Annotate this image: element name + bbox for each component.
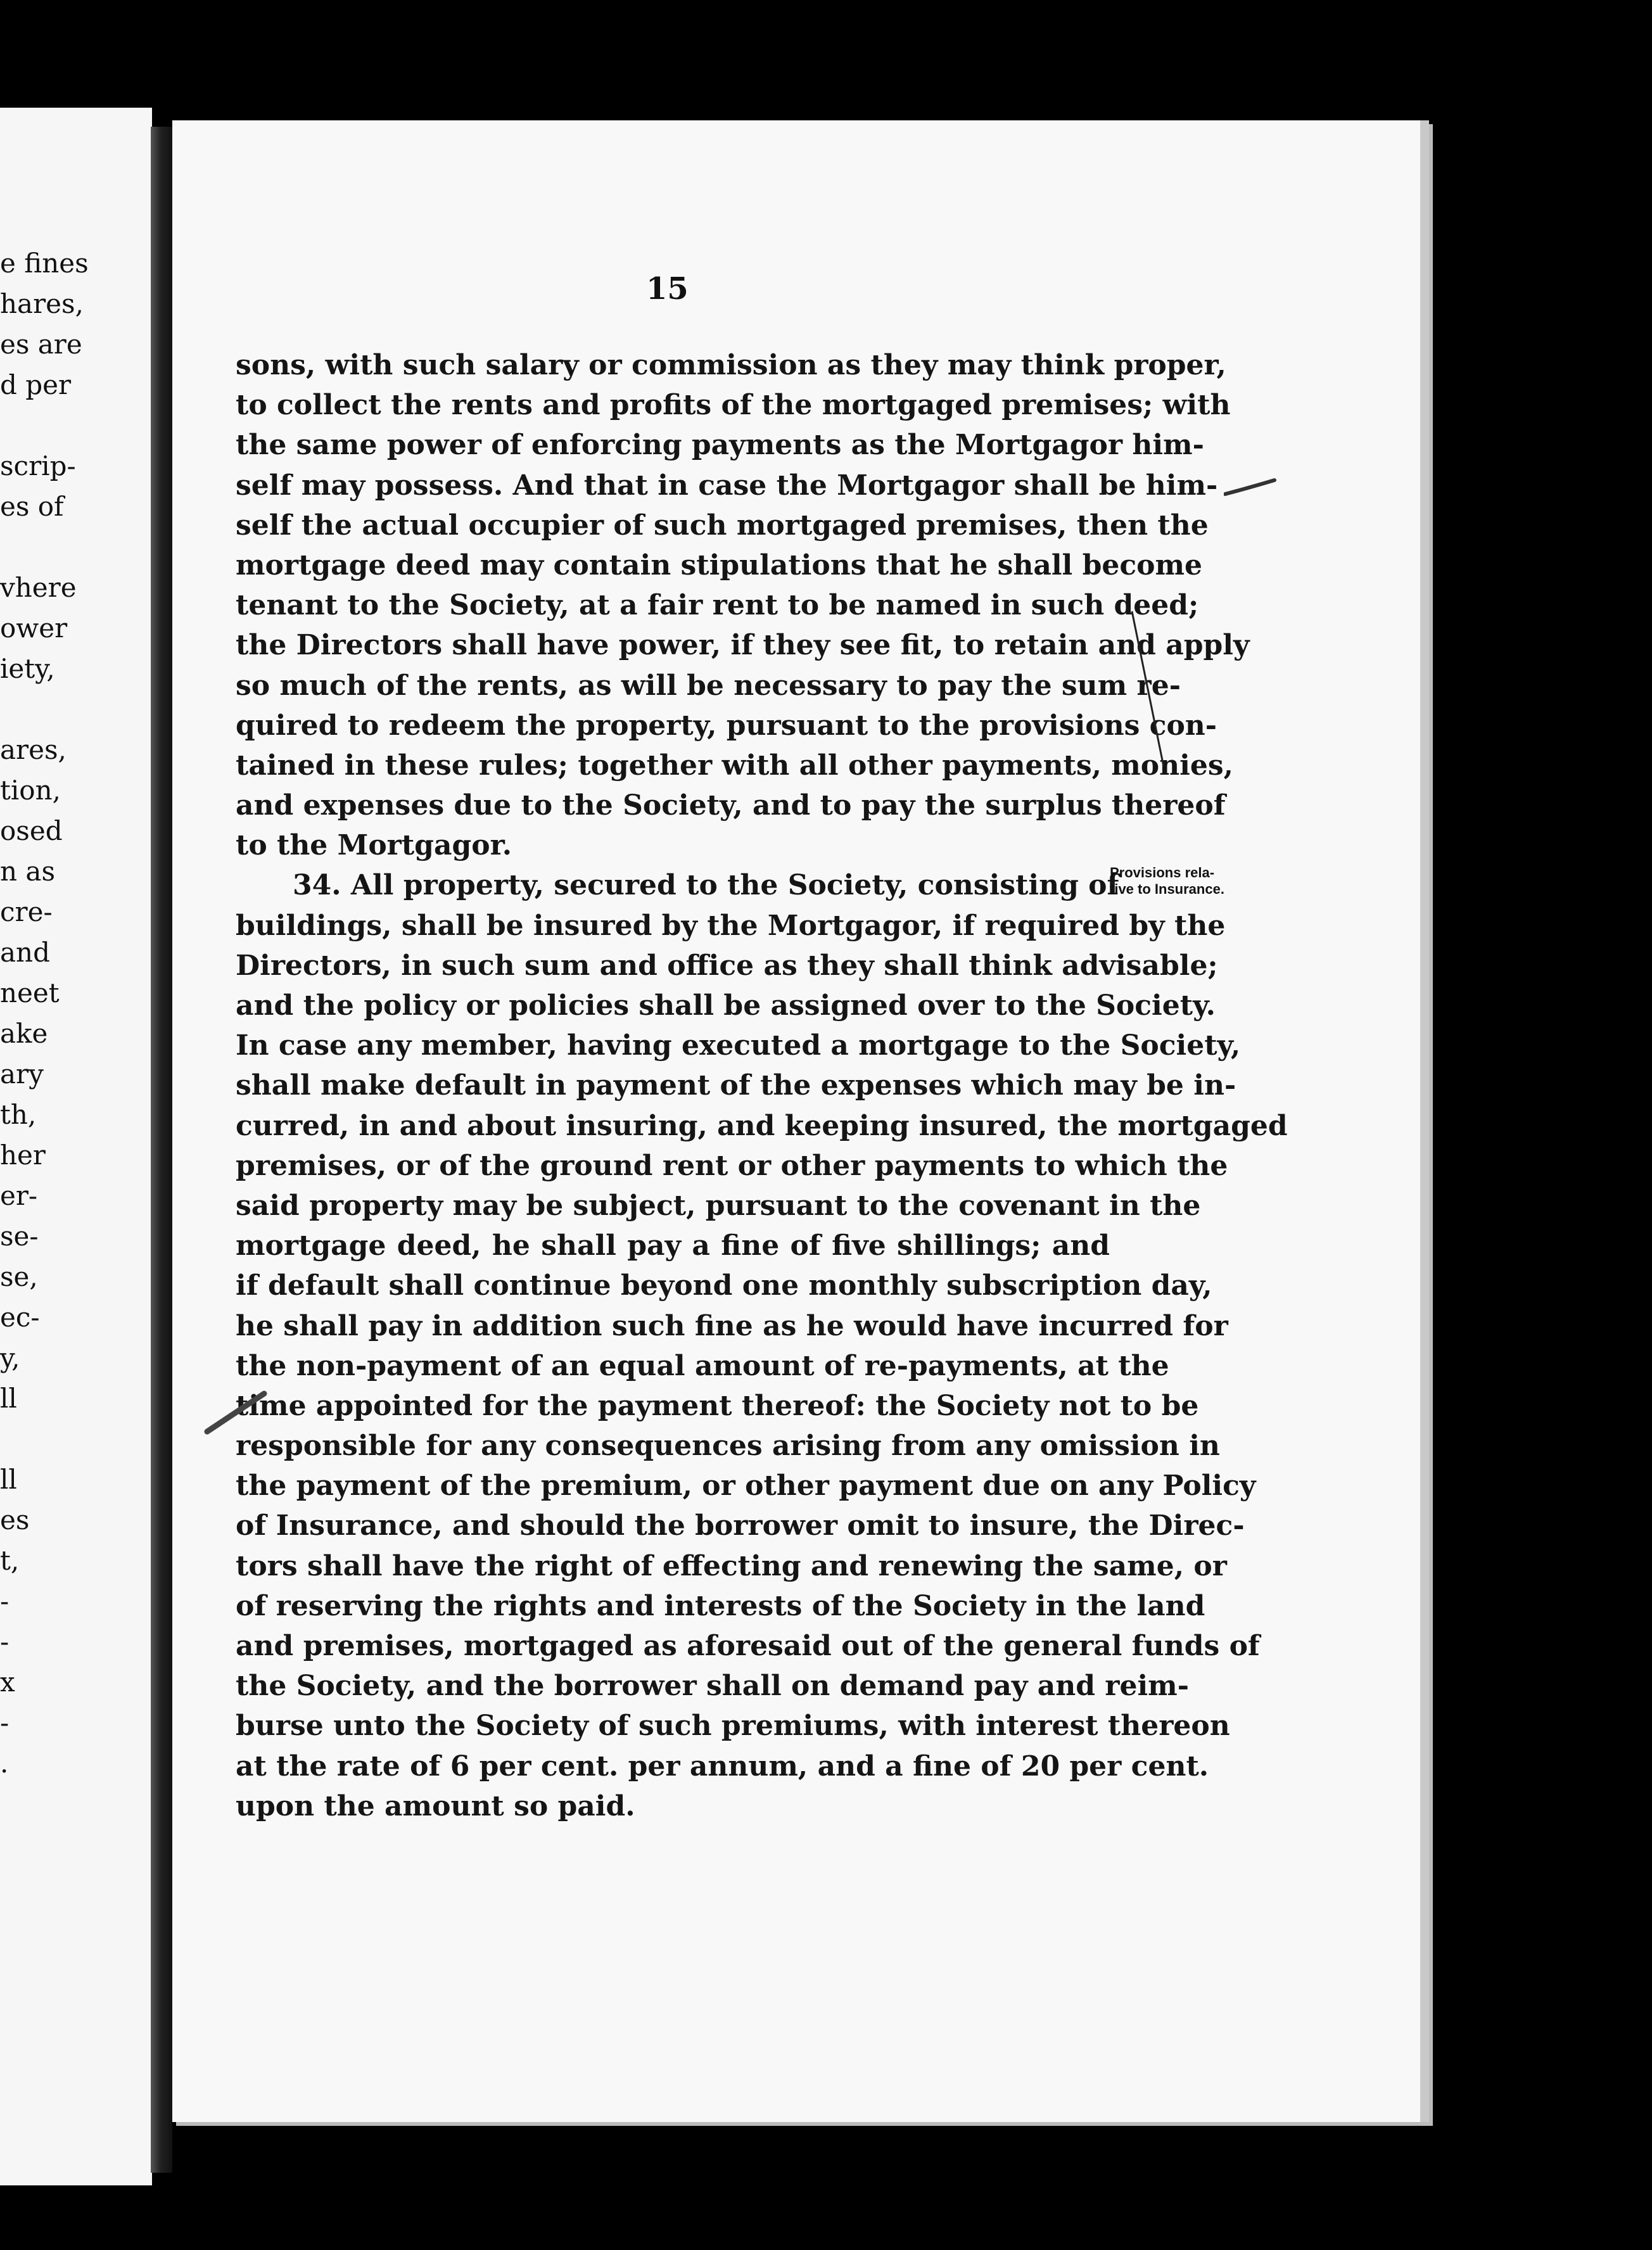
left-page-fragment: ower — [0, 613, 68, 644]
body-line: the non-payment of an equal amount of re-payments, at the — [236, 1349, 1169, 1382]
left-page-fragment: - — [0, 1586, 10, 1617]
left-page-fragment: x — [0, 1667, 15, 1698]
left-page-fragment: - — [0, 1707, 10, 1738]
body-line: and premises, mortgaged as aforesaid out of the general funds of — [236, 1630, 1260, 1662]
left-page-fragment: y, — [0, 1342, 20, 1373]
body-line: Directors, in such sum and office as they shall think advisable; — [236, 949, 1218, 982]
body-line: mortgage deed, he shall pay a fine of five shillings; and — [236, 1230, 1110, 1262]
body-line: and expenses due to the Society, and to pay the surplus thereof — [236, 789, 1226, 822]
left-page-fragment: her — [0, 1140, 46, 1171]
left-page-fragment: th, — [0, 1099, 37, 1130]
body-line: responsible for any consequences arising from any omission in — [236, 1430, 1220, 1463]
pencil-mark-left — [204, 1387, 267, 1438]
left-page-fragment: and — [0, 937, 50, 968]
body-line: if default shall continue beyond one monthly subscription day, — [236, 1269, 1212, 1302]
body-line: of Insurance, and should the borrower omit to insure, the Direc- — [236, 1510, 1245, 1542]
body-line: the Society, and the borrower shall on demand pay and reim- — [236, 1670, 1190, 1703]
left-page-fragment: se, — [0, 1261, 38, 1292]
page-number: 15 — [646, 271, 689, 307]
left-page-fragment: scrip- — [0, 450, 76, 481]
body-line: tained in these rules; together with all other payments, monies, — [236, 749, 1233, 782]
left-page-fragment: cre- — [0, 896, 53, 927]
body-line: the Directors shall have power, if they see fit, to retain and apply — [236, 629, 1250, 662]
left-page-fragment: se- — [0, 1221, 39, 1252]
body-line: he shall pay in addition such fine as he would have incurred for — [236, 1309, 1228, 1342]
left-page-fragment: es — [0, 1504, 30, 1535]
body-line: upon the amount so paid. — [236, 1789, 635, 1822]
margin-note-line-2: tive to Insurance. — [1110, 881, 1224, 897]
left-page-fragment: t, — [0, 1545, 20, 1576]
left-page-fragment: ares, — [0, 734, 67, 765]
body-line: the same power of enforcing payments as the Mortgagor him- — [236, 429, 1204, 462]
left-page-fragment: osed — [0, 815, 63, 846]
left-page-fragment: ll — [0, 1464, 17, 1495]
body-line: self the actual occupier of such mortgaged premises, then the — [236, 509, 1209, 542]
body-line: burse unto the Society of such premiums, with interest thereon — [236, 1710, 1230, 1743]
left-page-fragment: . — [0, 1748, 9, 1779]
body-line: buildings, shall be insured by the Mortgagor, if required by the — [236, 909, 1226, 942]
left-page-fragment: ary — [0, 1058, 44, 1090]
body-line: at the rate of 6 per cent. per annum, and a fine of 20 per cent. — [236, 1750, 1209, 1783]
left-page-fragment: ec- — [0, 1302, 40, 1333]
body-line: premises, or of the ground rent or other payments to which the — [236, 1149, 1228, 1182]
body-line: shall make default in payment of the expenses which may be in- — [236, 1069, 1236, 1102]
left-page-fragment: er- — [0, 1180, 38, 1211]
left-page-fragment: neet — [0, 977, 60, 1008]
left-page-fragment: tion, — [0, 775, 61, 806]
book-gutter — [151, 127, 172, 2173]
margin-note — [1110, 865, 1268, 898]
body-line: self may possess. And that in case the Mortgagor shall be him- — [236, 469, 1218, 502]
body-line: curred, in and about insuring, and keeping insured, the mortgaged — [236, 1109, 1288, 1142]
left-page-fragment: e fines — [0, 248, 89, 279]
left-page-fragment: - — [0, 1626, 10, 1657]
left-page-fragment: iety, — [0, 653, 55, 684]
body-line: In case any member, having executed a mortgage to the Society, — [236, 1029, 1241, 1062]
left-page-fragment: vhere — [0, 572, 77, 603]
left-page-fragment: hares, — [0, 288, 84, 319]
body-line: time appointed for the payment thereof: the Society not to be — [236, 1389, 1199, 1422]
body-line: said property may be subject, pursuant to the covenant in the — [236, 1189, 1201, 1222]
left-page-fragment: ake — [0, 1018, 48, 1049]
pencil-mark-margin-line — [1129, 608, 1167, 773]
body-line: the payment of the premium, or other payment due on any Policy — [236, 1470, 1256, 1503]
body-line: mortgage deed may contain stipulations that he shall become — [236, 549, 1203, 582]
body-line: sons, with such salary or commission as they may think proper, — [236, 349, 1226, 381]
body-line: tenant to the Society, at a fair rent to be named in such deed; — [236, 589, 1199, 622]
margin-note-line-1: Provisions rela- — [1110, 865, 1215, 880]
pencil-mark-top-right — [1224, 475, 1281, 500]
body-line: and the policy or policies shall be assigned over to the Society. — [236, 989, 1216, 1022]
left-page-fragment: es are — [0, 329, 82, 360]
body-line: of reserving the rights and interests of the Society in the land — [236, 1589, 1205, 1622]
left-page-fragment: d per — [0, 369, 72, 400]
body-line: tors shall have the right of effecting and renewing the same, or — [236, 1549, 1227, 1582]
body-line: quired to redeem the property, pursuant to the provisions con- — [236, 709, 1217, 742]
left-page-edge — [0, 108, 152, 2185]
left-page-fragment: ll — [0, 1383, 17, 1414]
body-line: so much of the rents, as will be necessary to pay the sum re- — [236, 669, 1181, 702]
body-line: to collect the rents and profits of the mortgaged premises; with — [236, 389, 1231, 422]
left-page-fragment: n as — [0, 856, 55, 887]
left-page-fragment: es of — [0, 491, 64, 522]
body-line: 34. All property, secured to the Society, consisting of — [293, 869, 1119, 902]
body-line: to the Mortgagor. — [236, 829, 512, 862]
right-page — [172, 120, 1429, 2122]
